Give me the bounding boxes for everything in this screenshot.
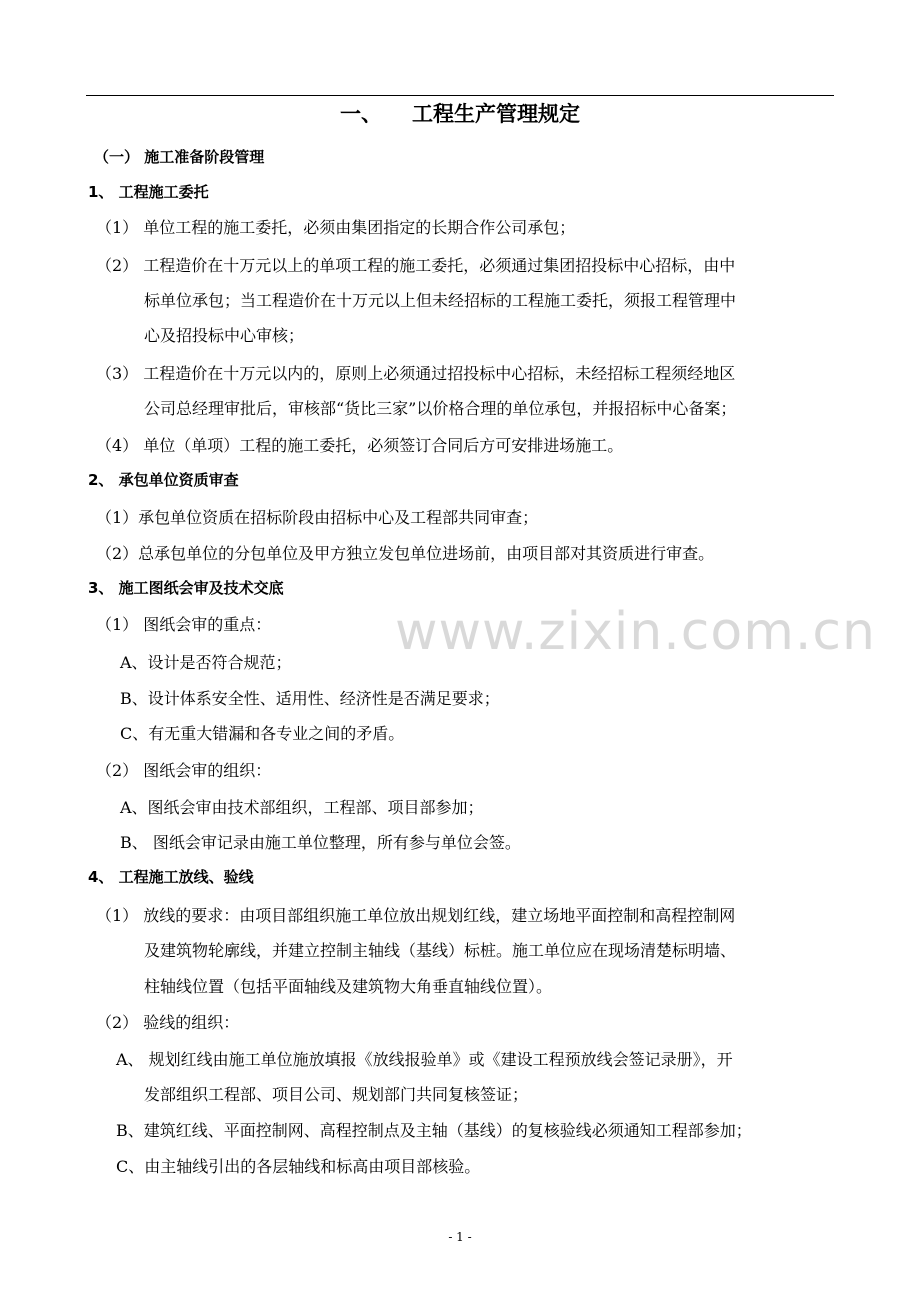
paragraph-line: 发部组织工程部、项目公司、规划部门共同复核签证；	[144, 1085, 529, 1104]
list-item: A、图纸会审由技术部组织，工程部、项目部参加；	[120, 798, 484, 817]
paragraph-line: （1） 图纸会审的重点：	[96, 615, 272, 634]
subsection-heading: 4、 工程施工放线、验线	[88, 868, 254, 886]
paragraph-line: 公司总经理审批后，审核部“货比三家”以价格合理的单位承包，并报招标中心备案；	[144, 399, 737, 418]
list-item: C、由主轴线引出的各层轴线和标高由项目部核验。	[116, 1157, 481, 1176]
subsection-heading: 2、 承包单位资质审查	[88, 471, 239, 489]
paragraph-line: （2）总承包单位的分包单位及甲方独立发包单位进场前，由项目部对其资质进行审查。	[96, 544, 715, 563]
watermark: www.zixin.com.cn	[395, 602, 876, 662]
paragraph-line: （3） 工程造价在十万元以内的，原则上必须通过招投标中心招标，未经招标工程须经地区	[96, 364, 736, 383]
list-item: B、建筑红线、平面控制网、高程控制点及主轴（基线）的复核验线必须通知工程部参加；	[116, 1121, 752, 1140]
paragraph-line: （1） 单位工程的施工委托，必须由集团指定的长期合作公司承包；	[96, 218, 576, 237]
paragraph-line: （2） 图纸会审的组织：	[96, 761, 272, 780]
list-item: B、设计体系安全性、适用性、经济性是否满足要求；	[120, 689, 500, 708]
paragraph-line: （1）承包单位资质在招标阶段由招标中心及工程部共同审查；	[96, 508, 539, 527]
section-heading: （一） 施工准备阶段管理	[94, 148, 265, 166]
page-number: - 1 -	[448, 1230, 472, 1244]
list-item: A、设计是否符合规范；	[120, 653, 292, 672]
paragraph-line: （2） 验线的组织：	[96, 1013, 240, 1032]
list-item: C、有无重大错漏和各专业之间的矛盾。	[120, 724, 405, 743]
paragraph-line: 及建筑物轮廓线，并建立控制主轴线（基线）标桩。施工单位应在现场清楚标明墙、	[144, 941, 737, 960]
subsection-heading: 3、 施工图纸会审及技术交底	[88, 579, 284, 597]
paragraph-line: （2） 工程造价在十万元以上的单项工程的施工委托，必须通过集团招投标中心招标，由中	[96, 256, 736, 275]
list-item: A、 规划红线由施工单位施放填报《放线报验单》或《建设工程预放线会签记录册》，开	[116, 1050, 733, 1069]
paragraph-line: 标单位承包；当工程造价在十万元以上但未经招标的工程施工委托，须报工程管理中	[144, 291, 737, 310]
title-text: 工程生产管理规定	[412, 102, 580, 126]
paragraph-line: 柱轴线位置（包括平面轴线及建筑物大角垂直轴线位置）。	[144, 977, 553, 996]
list-item: B、 图纸会审记录由施工单位整理，所有参与单位会签。	[120, 833, 521, 852]
page-title	[0, 98, 920, 128]
header-rule	[86, 95, 834, 96]
paragraph-line: （1） 放线的要求：由项目部组织施工单位放出规划红线，建立场地平面控制和高程控制网	[96, 906, 736, 925]
subsection-heading: 1、 工程施工委托	[88, 183, 209, 201]
paragraph-line: （4） 单位（单项）工程的施工委托，必须签订合同后方可安排进场施工。	[96, 436, 624, 455]
title-number: 一、	[340, 102, 382, 126]
paragraph-line: 心及招投标中心审核；	[144, 326, 305, 345]
